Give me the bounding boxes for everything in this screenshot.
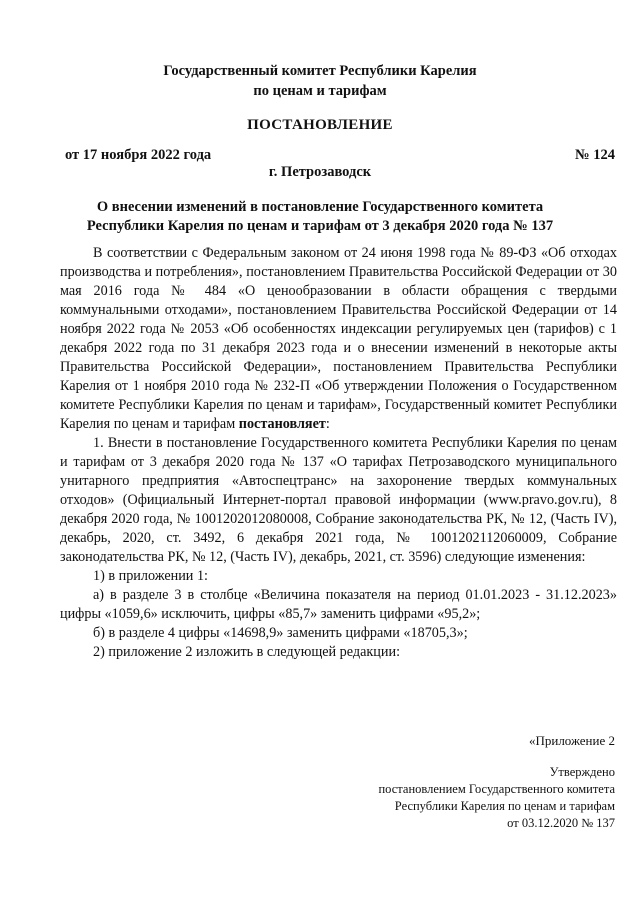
preamble-colon: : bbox=[325, 416, 330, 432]
issuing-authority bbox=[0, 61, 640, 101]
preamble-text: В соответствии с Федеральным законом от 24 июня 1998 года № 89-ФЗ «Об отходах производства и потребления», постановлением Правительства Российской Федерации от 30 мая 2016 года № 484 «О ценообразовании в области обращения с твердыми коммунальными отходами», постановлением Правительства Российской Федерации от 14 ноября 2022 года № 2053 «Об особенностях индексации регулируемых цен (тарифов) с 1 декабря 2022 года по 31 декабря 2023 года и о внесении изменений в некоторые акты Правительства Российской Федерации», постановлением Правительства Республики Карелия от 1 ноября 2010 года № 232-П «Об утверждении Положения о Государственном комитете Республики Карелия по ценам и тарифам», Государственный комитет Республики Карелия по ценам и тарифам bbox=[60, 245, 617, 432]
item-1-paragraph: 1. Внести в постановление Государственного комитета Республики Карелия по ценам и тарифам от 3 декабря 2020 года № 137 «О тарифах Петрозаводского муниципального унитарного предприятия «Автоспецтранс» на захоронение твердых коммунальных отходов» (Официальный Интернет-портал правовой информации (www.pravo.gov.ru), 8 декабря 2020 года, № 1001202012080008, Собрание законодательства РК, № 12, (Часть IV), декабрь, 2020, ст. 3492, 6 декабря 2021 года, № 1001202112060009, Собрание законодательства РК, № 12, (Часть IV), декабрь, 2021, ст. 3596) следующие изменения: bbox=[60, 435, 617, 565]
appendix-label: «Приложение 2 bbox=[528, 733, 615, 748]
item-1-2-paragraph: 2) приложение 2 изложить в следующей редакции: bbox=[93, 644, 401, 660]
document-type: ПОСТАНОВЛЕНИЕ bbox=[247, 117, 393, 133]
subject-line-2: Республики Карелия по ценам и тарифам от 3 декабря 2020 года № 137 bbox=[86, 218, 554, 234]
authority-line-1: Государственный комитет Республики Карелия bbox=[163, 63, 477, 79]
subject-line-1: О внесении изменений в постановление Государственного комитета bbox=[96, 199, 544, 215]
preamble-paragraph bbox=[60, 244, 617, 434]
approval-line-1: постановлением Государственного комитета bbox=[378, 782, 615, 796]
approval-block bbox=[378, 764, 615, 832]
item-1-1-b-paragraph: б) в разделе 4 цифры «14698,9» заменить цифрами «18705,3»; bbox=[93, 625, 468, 641]
document-subject bbox=[70, 198, 570, 236]
authority-line-2: по ценам и тарифам bbox=[253, 83, 387, 99]
approval-line-2: Республики Карелия по ценам и тарифам bbox=[394, 799, 615, 813]
resolves-keyword: постановляет bbox=[238, 416, 326, 432]
approval-line-3: от 03.12.2020 № 137 bbox=[507, 816, 615, 830]
item-1-1-a-paragraph: а) в разделе 3 в столбце «Величина показателя на период 01.01.2023 - 31.12.2023» цифры «1059,6» исключить, цифры «85,7» заменить цифрами «95,2»; bbox=[60, 587, 617, 622]
item-1-1-paragraph: 1) в приложении 1: bbox=[93, 568, 208, 584]
document-body bbox=[60, 244, 617, 662]
document-date: от 17 ноября 2022 года bbox=[65, 147, 212, 163]
approved-word: Утверждено bbox=[549, 765, 615, 779]
document-number: № 124 bbox=[575, 147, 615, 163]
document-city: г. Петрозаводск bbox=[268, 164, 372, 180]
